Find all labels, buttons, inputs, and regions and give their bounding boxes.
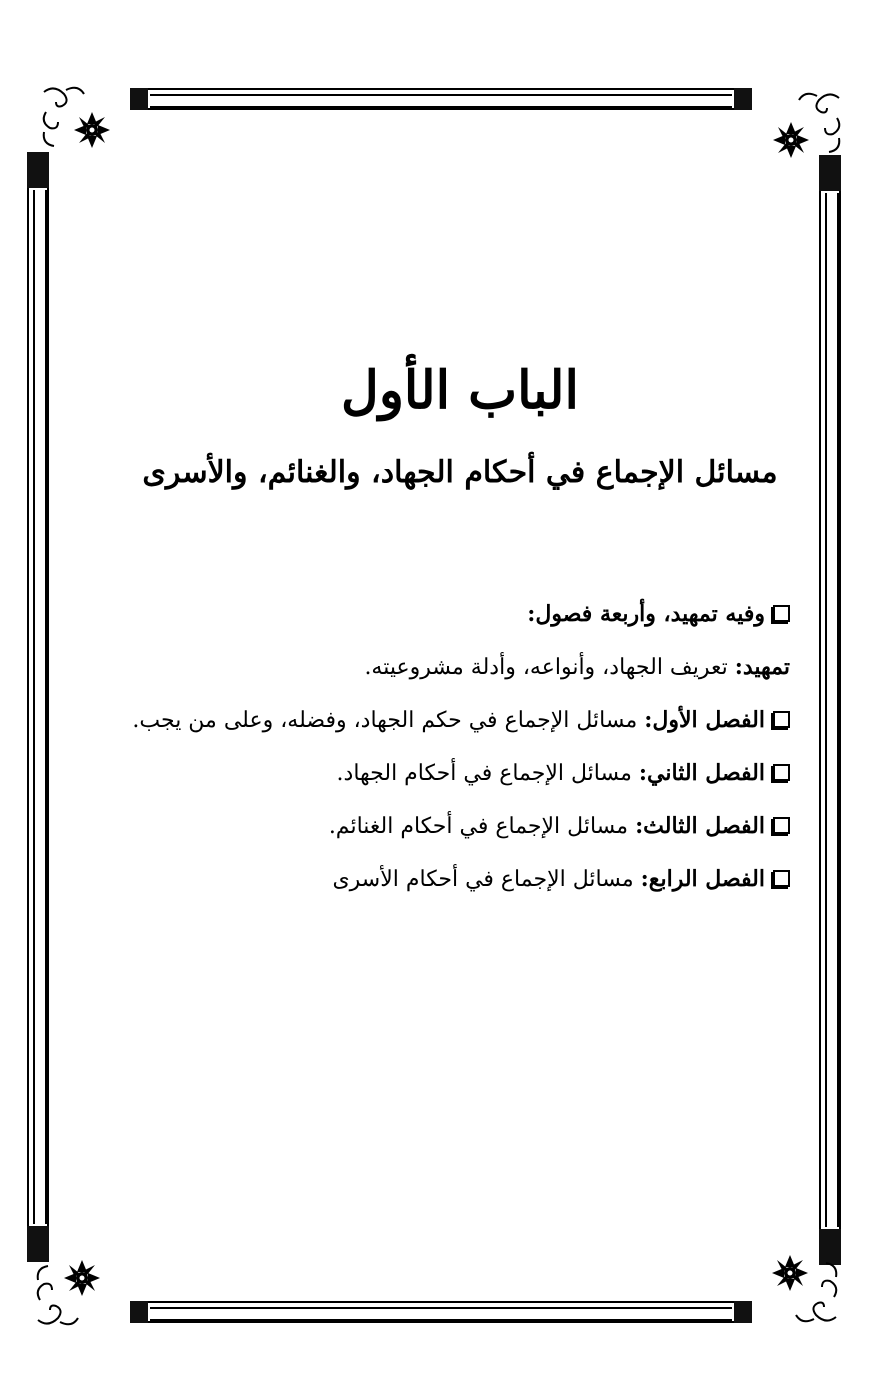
chapter-subtitle: مسائل الإجماع في أحكام الجهاد، والغنائم، والأسرى [142,455,778,490]
floral-corner-ornament-icon [36,82,118,164]
chapter-text: مسائل الإجماع في حكم الجهاد، وفضله، وعلى من يجب. [132,708,638,733]
chapter-title: الباب الأول [341,360,579,421]
intro-line [60,588,790,641]
chapter-line-1 [60,694,790,747]
frame-left-bar [27,152,49,1262]
chapter-line-2 [60,747,790,800]
floral-corner-ornament-icon [762,1245,844,1327]
preface-line [60,641,790,694]
chapter-label: الفصل الأول: [644,707,765,733]
frame-right-bar [819,155,841,1265]
checkbox-square-icon [773,605,790,622]
frame-bottom-bar [130,1301,752,1323]
floral-corner-ornament-icon [765,88,847,170]
chapter-line-4 [60,853,790,906]
chapter-text: مسائل الإجماع في أحكام الأسرى [332,867,634,892]
floral-corner-ornament-icon [30,1248,112,1330]
checkbox-square-icon [773,711,790,728]
preface-text: تعريف الجهاد، وأنواعه، وأدلة مشروعيته. [364,655,728,680]
preface-label: تمهيد: [734,654,790,680]
chapter-line-3 [60,800,790,853]
intro-text: وفيه تمهيد، وأربعة فصول: [527,601,765,627]
chapter-text: مسائل الإجماع في أحكام الغنائم. [328,814,629,839]
chapter-text: مسائل الإجماع في أحكام الجهاد. [336,761,632,786]
checkbox-square-icon [773,870,790,887]
contents-list [60,588,790,906]
chapter-label: الفصل الثاني: [638,760,765,786]
chapter-label: الفصل الثالث: [635,813,765,839]
frame-top-bar [130,88,752,110]
chapter-label: الفصل الرابع: [640,866,765,892]
checkbox-square-icon [773,817,790,834]
checkbox-square-icon [773,764,790,781]
